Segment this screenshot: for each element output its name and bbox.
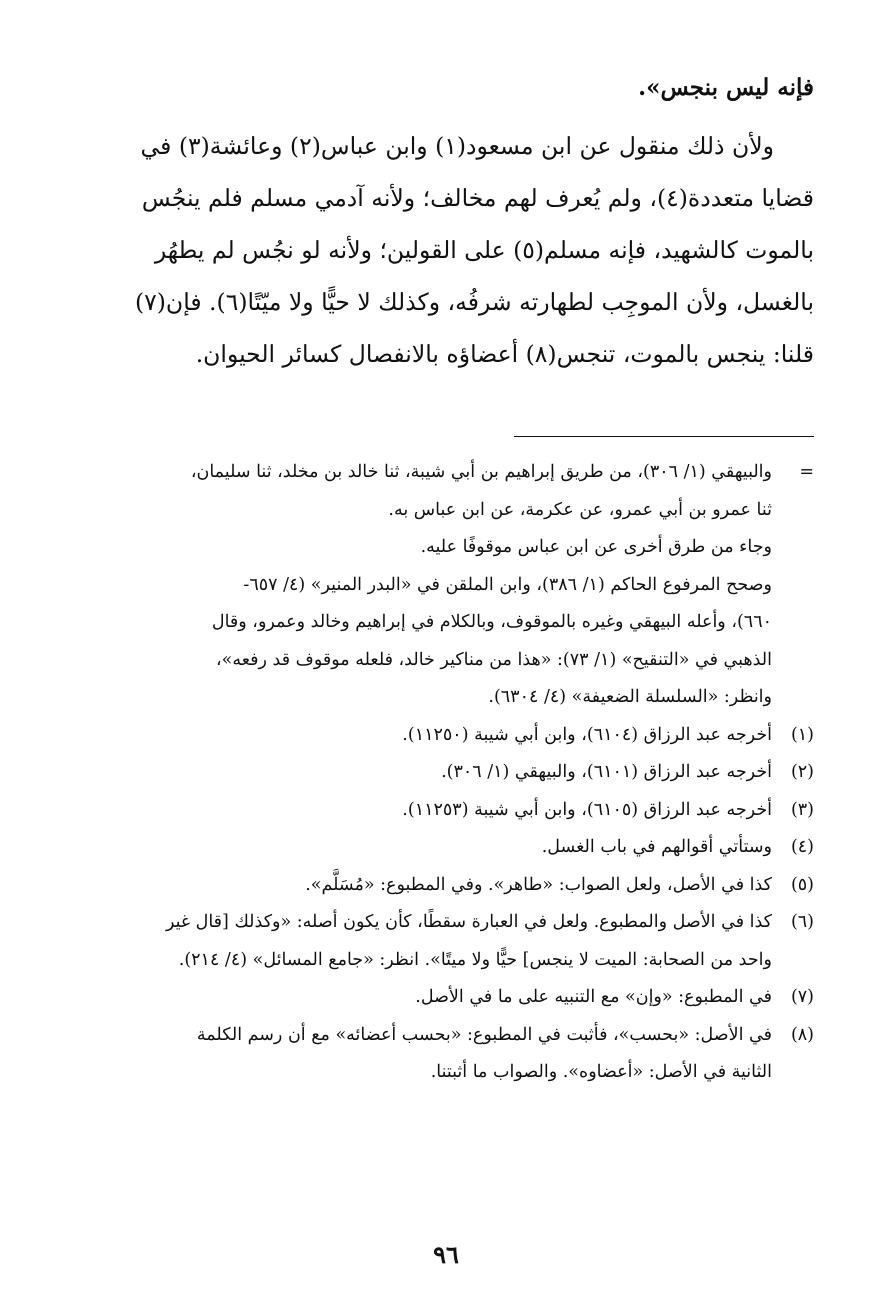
main-text-line: قضايا متعددة(٤)، ولم يُعرف لهم مخالف؛ ولأنه آدمي مسلم فلم ينجُس bbox=[141, 184, 814, 212]
main-text-line: ولأن ذلك منقول عن ابن مسعود(١) وابن عباس(٢) وعائشة(٣) في bbox=[140, 132, 774, 160]
footnote-text bbox=[78, 867, 772, 905]
footnote-marker: = bbox=[799, 462, 814, 482]
footnote-marker: (٧) bbox=[790, 987, 814, 1007]
main-paragraph bbox=[78, 120, 814, 380]
footnote bbox=[78, 567, 814, 717]
footnote-divider bbox=[514, 436, 814, 437]
footnote bbox=[78, 529, 814, 567]
main-text-line: بالموت كالشهيد، فإنه مسلم(٥) على القولين؛ ولأنه لو نجُس لم يطهُر bbox=[154, 236, 814, 264]
main-text-line: قلنا: ينجس بالموت، تنجس(٨) أعضاؤه بالانفصال كسائر الحيوان. bbox=[195, 340, 814, 368]
footnote bbox=[78, 1017, 814, 1092]
book-page bbox=[78, 62, 814, 1290]
footnote-line: في المطبوع: «وإن» مع التنبيه على ما في الأصل. bbox=[415, 987, 772, 1007]
footnote bbox=[78, 867, 814, 905]
footnote-line: وجاء من طرق أخرى عن ابن عباس موقوفًا عليه. bbox=[420, 537, 772, 557]
footnote-text bbox=[78, 454, 772, 529]
footnote-text bbox=[78, 904, 772, 979]
footnote bbox=[78, 904, 814, 979]
footnote-marker: (٥) bbox=[790, 874, 814, 895]
footnote-line: أخرجه عبد الرزاق (٦١٠٥)، وابن أبي شيبة (١١٢٥٣). bbox=[402, 799, 772, 820]
footnote-line: وصحح المرفوع الحاكم (١/ ٣٨٦)، وابن الملقن في «البدر المنير» (٤/ ٦٥٧- bbox=[243, 574, 772, 595]
footnote-marker: (٦) bbox=[790, 912, 814, 932]
footnote-line: كذا في الأصل، ولعل الصواب: «طاهر». وفي المطبوع: «مُسَلَّم». bbox=[305, 874, 772, 895]
footnote bbox=[78, 717, 814, 755]
footnote-line: أخرجه عبد الرزاق (٦١٠٤)، وابن أبي شيبة (١١٢٥٠). bbox=[402, 724, 772, 745]
footnotes bbox=[78, 454, 814, 1092]
footnote-marker: (٢) bbox=[790, 762, 814, 782]
footnote-text bbox=[78, 754, 772, 792]
footnote-marker: (١) bbox=[790, 724, 814, 745]
footnote bbox=[78, 754, 814, 792]
main-text-line: بالغسل، ولأن الموجِب لطهارته شرفُه، وكذلك لا حيًّا ولا ميّتًا(٦). فإن(٧) bbox=[134, 288, 814, 316]
footnote-text bbox=[78, 829, 772, 867]
footnote-marker: (٨) bbox=[790, 1024, 814, 1045]
footnote-text bbox=[78, 979, 772, 1017]
footnote bbox=[78, 454, 814, 529]
footnote-marker: (٣) bbox=[790, 799, 814, 820]
footnote-text bbox=[78, 1017, 772, 1092]
footnote bbox=[78, 792, 814, 830]
footnote-marker: (٤) bbox=[790, 837, 814, 857]
footnote-text bbox=[78, 717, 772, 755]
footnote-text bbox=[78, 792, 772, 830]
footnote bbox=[78, 979, 814, 1017]
footnote-line: أخرجه عبد الرزاق (٦١٠١)، والبيهقي (١/ ٣٠٦). bbox=[441, 762, 772, 782]
footnote-line: الثانية في الأصل: «أعضاوه». والصواب ما أثبتنا. bbox=[430, 1062, 772, 1082]
footnote-line: والبيهقي (١/ ٣٠٦)، من طريق إبراهيم بن أبي شيبة، ثنا خالد بن مخلد، ثنا سليمان، bbox=[190, 462, 772, 482]
opening-line: فإنه ليس بنجس». bbox=[638, 74, 814, 101]
footnote-text bbox=[78, 529, 772, 567]
footnote-line: كذا في الأصل والمطبوع. ولعل في العبارة سقطًا، كأن يكون أصله: «وكذلك [قال غير bbox=[165, 912, 772, 932]
footnote bbox=[78, 829, 814, 867]
footnote-text bbox=[78, 567, 772, 717]
footnote-line: ٦٦٠)، وأعله البيهقي وغيره بالموقوف، وبالكلام في إبراهيم وخالد وعمرو، وقال bbox=[211, 612, 772, 632]
page-number: ٩٦ bbox=[433, 1240, 459, 1269]
footnote-line: وستأتي أقوالهم في باب الغسل. bbox=[541, 837, 772, 857]
footnote-line: وانظر: «السلسلة الضعيفة» (٤/ ٦٣٠٤). bbox=[488, 687, 772, 707]
footnote-line: ثنا عمرو بن أبي عمرو، عن عكرمة، عن ابن عباس به. bbox=[388, 499, 772, 520]
footnote-line: في الأصل: «بحسب»، فأثبت في المطبوع: «بحسب أعضائه» مع أن رسم الكلمة bbox=[196, 1024, 772, 1045]
footnote-line: واحد من الصحابة: الميت لا ينجس] حيًّا ولا ميتًا». انظر: «جامع المسائل» (٤/ ٢١٤). bbox=[178, 949, 772, 970]
footnote-line: الذهبي في «التنقيح» (١/ ٧٣): «هذا من مناكير خالد، فلعله موقوف قد رفعه»، bbox=[216, 649, 772, 670]
